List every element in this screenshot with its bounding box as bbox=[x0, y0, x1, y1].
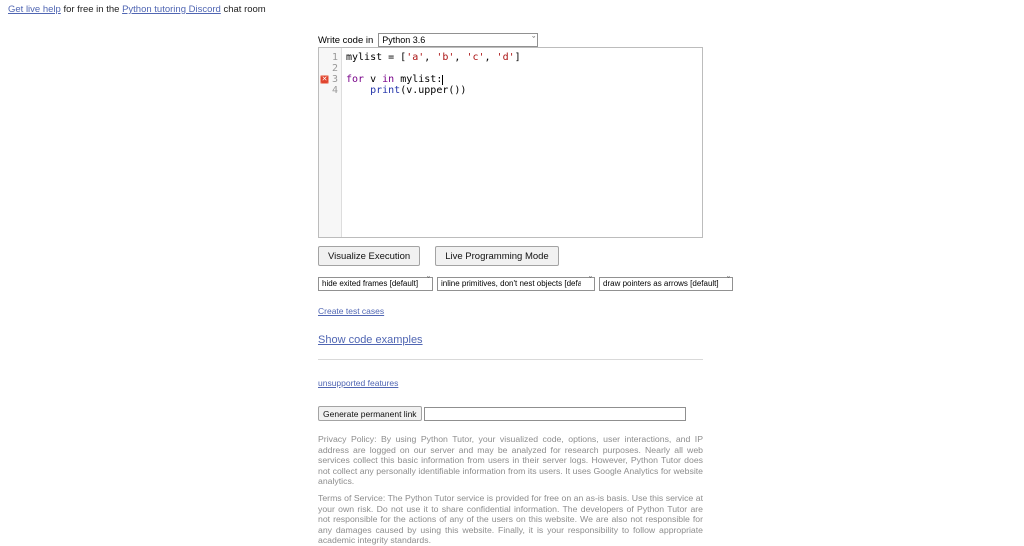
object-rendering-select[interactable] bbox=[437, 277, 595, 291]
privacy-policy-text: Privacy Policy: By using Python Tutor, your visualized code, options, user interactions, and IP address are logged on our server and may be analyzed for research purposes. Nearly all web services collect this basic information from users in their server logs. However, Python Tutor does not collect any personally identifiable information from its users. It uses Google Analytics for website analytics. bbox=[318, 434, 703, 487]
code-token: (v.upper()) bbox=[400, 85, 467, 96]
permalink-row bbox=[318, 406, 703, 421]
line-number: 4 bbox=[331, 85, 338, 96]
code-editor[interactable] bbox=[318, 47, 703, 238]
code-line[interactable] bbox=[346, 85, 702, 96]
show-code-examples-link[interactable]: Show code examples bbox=[318, 334, 423, 346]
action-buttons-row bbox=[318, 246, 703, 266]
visualization-options-row bbox=[318, 273, 703, 291]
code-token bbox=[346, 85, 370, 96]
text-cursor bbox=[442, 75, 443, 85]
line-number: ✕ 3 bbox=[320, 74, 338, 85]
pointer-style-select[interactable] bbox=[599, 277, 733, 291]
code-token: , bbox=[484, 52, 497, 63]
code-token: ] bbox=[514, 52, 521, 63]
code-token: , bbox=[424, 52, 437, 63]
code-token: in bbox=[382, 74, 395, 85]
create-test-cases-link[interactable]: Create test cases bbox=[318, 306, 385, 316]
code-token: print bbox=[370, 85, 401, 96]
frames-select-wrap bbox=[318, 273, 433, 291]
code-token: 'c' bbox=[466, 52, 485, 63]
code-line[interactable] bbox=[346, 52, 702, 63]
language-select-wrap bbox=[378, 33, 538, 47]
line-number: 1 bbox=[331, 52, 338, 63]
unsupported-features-link[interactable]: unsupported features bbox=[318, 378, 399, 388]
live-programming-mode-button[interactable]: Live Programming Mode bbox=[435, 246, 559, 266]
editor-gutter bbox=[319, 48, 342, 237]
objects-select-wrap bbox=[437, 273, 595, 291]
visualize-execution-button[interactable]: Visualize Execution bbox=[318, 246, 420, 266]
code-token: for bbox=[346, 74, 365, 85]
help-bar-text-end: chat room bbox=[220, 4, 266, 15]
code-token: 'd' bbox=[496, 52, 515, 63]
code-token: , bbox=[454, 52, 467, 63]
code-token: mylist: bbox=[394, 74, 443, 85]
python-tutoring-discord-link[interactable]: Python tutoring Discord bbox=[122, 4, 221, 15]
syntax-error-icon[interactable] bbox=[320, 75, 329, 84]
code-line[interactable] bbox=[346, 74, 702, 85]
code-token: 'a' bbox=[406, 52, 425, 63]
write-code-in-label: Write code in bbox=[318, 34, 374, 46]
pointers-select-wrap bbox=[599, 273, 733, 291]
main-column bbox=[318, 33, 703, 546]
code-token: v bbox=[364, 74, 383, 85]
code-token: mylist = [ bbox=[346, 52, 407, 63]
get-live-help-link[interactable]: Get live help bbox=[8, 4, 61, 15]
exited-frames-select[interactable] bbox=[318, 277, 433, 291]
generate-permanent-link-button[interactable]: Generate permanent link bbox=[318, 406, 422, 421]
divider bbox=[318, 359, 703, 360]
code-line[interactable] bbox=[346, 63, 702, 74]
line-number: 2 bbox=[331, 63, 338, 74]
language-row bbox=[318, 33, 703, 47]
code-token: 'b' bbox=[436, 52, 455, 63]
editor-code-area[interactable] bbox=[342, 48, 702, 237]
language-select[interactable] bbox=[378, 33, 538, 47]
permanent-link-input[interactable] bbox=[424, 407, 686, 421]
help-bar bbox=[8, 4, 266, 15]
help-bar-text: for free in the bbox=[60, 4, 123, 15]
terms-of-service-text: Terms of Service: The Python Tutor service is provided for free on an as-is basis. Use this service at your own risk. Do not use it to share confidential information. The developers of Python Tutor are not responsible for the actions of any of the users on this website. We are also not responsible for any damages caused by using this website. Finally, it is your responsibility to follow appropriate academic integrity standards. bbox=[318, 493, 703, 546]
